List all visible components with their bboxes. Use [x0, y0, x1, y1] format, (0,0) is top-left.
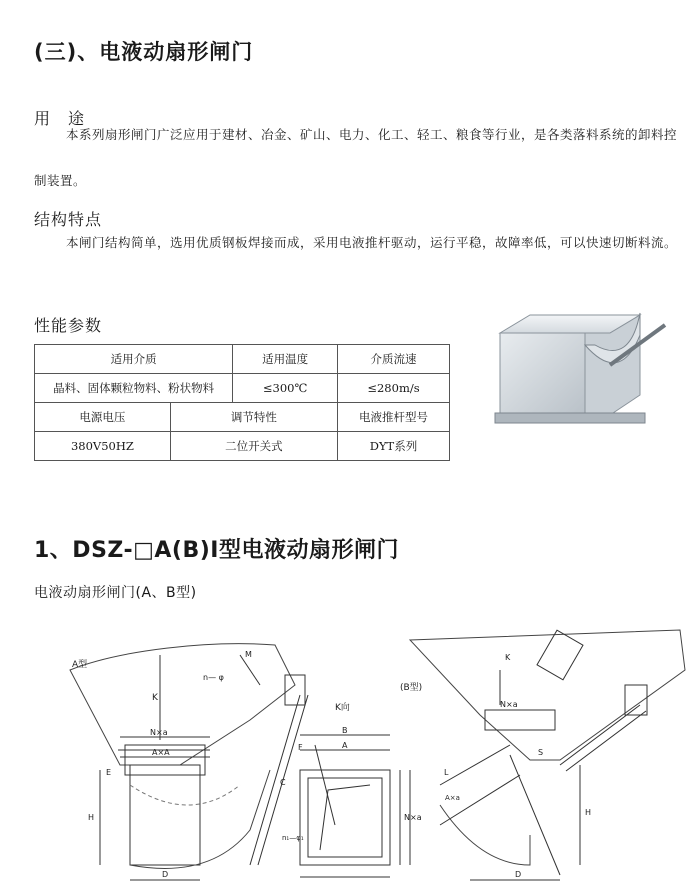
performance-table — [34, 344, 450, 461]
dim-c: C — [280, 778, 286, 787]
section1-title: 1、DSZ-□A(B)Ⅰ型电液动扇形闸门 — [34, 538, 399, 563]
dim-k: K — [152, 693, 158, 703]
table-cell: DYT系列 — [337, 432, 449, 461]
table-row — [35, 403, 450, 432]
dim-d-b: D — [515, 870, 522, 879]
dim-nxa: N×a — [150, 728, 168, 737]
table-cell: 适用温度 — [233, 345, 338, 374]
dim-d: D — [162, 870, 169, 879]
usage-heading: 用 途 — [34, 109, 86, 128]
table-cell: 介质流速 — [338, 345, 450, 374]
dim-nx-a: N×a — [404, 813, 422, 822]
table-cell: ≤280m/s — [338, 374, 450, 403]
dim-s: S — [538, 748, 544, 757]
performance-heading: 性能参数 — [34, 316, 103, 335]
dim-m: M — [245, 650, 252, 659]
dim-l: L — [444, 768, 449, 777]
structure-heading: 结构特点 — [34, 210, 103, 229]
dim-e: E — [106, 768, 112, 777]
dim-b: B — [342, 726, 348, 735]
table-row — [35, 374, 450, 403]
table-cell: 适用介质 — [35, 345, 233, 374]
table-row — [35, 432, 450, 461]
dim-k-b: K — [505, 653, 511, 662]
table-cell: 调节特性 — [170, 403, 337, 432]
table-cell: 二位开关式 — [170, 432, 337, 461]
type-a-drawing — [70, 644, 335, 880]
dim-h: H — [88, 813, 95, 822]
table-cell: 电源电压 — [35, 403, 171, 432]
usage-text: 本系列扇形闸门广泛应用于建材、冶金、矿山、电力、化工、轻工、粮食等行业，是各类落料系统的卸料控制装置。 — [34, 127, 678, 188]
table-cell: 380V50HZ — [35, 432, 171, 461]
type-b-drawing — [400, 630, 685, 880]
table-cell: 晶料、固体颗粒物料、粉状物料 — [35, 374, 233, 403]
k-view-label: K向 — [335, 703, 350, 713]
dim-h-b: H — [585, 808, 592, 817]
gate-product-photo — [490, 305, 675, 430]
dim-n-phi: n— φ — [203, 673, 224, 682]
dim-a: A — [342, 741, 348, 750]
dim-n1: n₁—φ₁ — [282, 834, 304, 842]
table-cell: ≤300℃ — [233, 374, 338, 403]
table-cell: 电液推杆型号 — [337, 403, 449, 432]
page-title: (三)、电液动扇形闸门 — [34, 40, 254, 64]
technical-drawing — [60, 625, 695, 890]
type-a-label: A型 — [72, 660, 88, 670]
dim-axa: A×A — [152, 748, 170, 757]
section1-subheading: 电液动扇形闸门(A、B型) — [34, 585, 197, 601]
dim-f: F — [298, 743, 303, 752]
type-b-label: (B型) — [400, 683, 423, 693]
k-view-drawing — [282, 701, 422, 877]
table-row — [35, 345, 450, 374]
dim-axa-b: A×a — [445, 794, 460, 802]
structure-text: 本闸门结构简单，选用优质钢板焊接而成，采用电液推杆驱动，运行平稳，故障率低，可以快速切断料流。 — [66, 235, 678, 250]
dim-nxa-b: N×a — [500, 700, 518, 709]
